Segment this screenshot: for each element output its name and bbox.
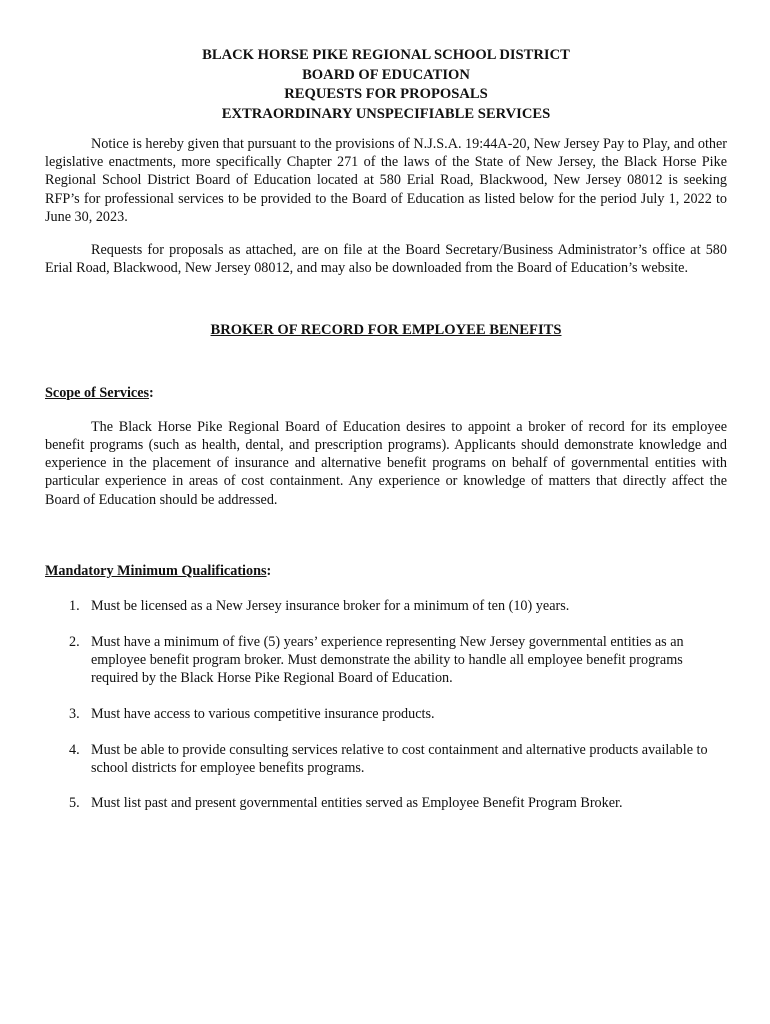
header-board-name: BOARD OF EDUCATION bbox=[302, 66, 470, 83]
list-item bbox=[45, 705, 727, 723]
qualifications-heading-text: Mandatory Minimum Qualifications bbox=[45, 562, 267, 579]
list-item-text: Must be licensed as a New Jersey insurance broker for a minimum of ten (10) years. bbox=[91, 598, 570, 615]
header-services-title: EXTRAORDINARY UNSPECIFIABLE SERVICES bbox=[221, 105, 551, 122]
list-item-number: 1. bbox=[69, 598, 80, 615]
list-item-number: 5. bbox=[69, 795, 80, 812]
notice-paragraph: Notice is hereby given that pursuant to the provisions of N.J.S.A. 19:44A-20, New Jersey Pay to Play, and other legislative enactments, more specifically Chapter 271 of the laws of the State of New Jersey, the Black Horse Pike Regional School District Board of Education located at 580 Erial Road, Blackwood, New Jersey 08012 is seeking RFP’s for professional services to be provided to the Board of Education as listed below for the period July 1, 2022 to June 30, 2023. bbox=[45, 136, 727, 225]
qualifications-heading-colon: : bbox=[266, 562, 272, 579]
header-district-name: BLACK HORSE PIKE REGIONAL SCHOOL DISTRICT bbox=[202, 47, 570, 63]
list-item bbox=[45, 741, 727, 777]
qualifications-heading bbox=[45, 562, 727, 580]
list-item-text: Must have access to various competitive insurance products. bbox=[91, 705, 435, 722]
list-item bbox=[45, 633, 727, 688]
document-page bbox=[45, 46, 727, 830]
scope-heading-colon: : bbox=[149, 384, 154, 401]
list-item-number: 2. bbox=[69, 633, 80, 650]
section-title: BROKER OF RECORD FOR EMPLOYEE BENEFITS bbox=[210, 322, 562, 339]
list-item-text: Must have a minimum of five (5) years’ experience representing New Jersey governmental entities as an employee benefit program broker. Must demonstrate the ability to handle all employee benefit programs required by the Black Horse Pike Regional Board of Education. bbox=[91, 633, 684, 687]
list-item-number: 3. bbox=[69, 705, 80, 722]
list-item-text: Must be able to provide consulting services relative to cost containment and alternative products available to school districts for employee benefits programs. bbox=[91, 741, 708, 776]
qualifications-list bbox=[45, 597, 727, 813]
document-header bbox=[45, 46, 727, 124]
scope-paragraph: The Black Horse Pike Regional Board of Education desires to appoint a broker of record for its employee benefit programs (such as health, dental, and prescription programs). Applicants should demonstrate knowledge and experience in the placement of insurance and alternative benefit programs on behalf of governmental entities with particular experience in areas of cost containment. Any experience or knowledge of matters that directly affect the Board of Education should be addressed. bbox=[45, 418, 727, 508]
scope-heading-text: Scope of Services bbox=[45, 384, 150, 401]
list-item bbox=[45, 794, 727, 812]
requests-paragraph: Requests for proposals as attached, are on file at the Board Secretary/Business Administrator’s office at 580 Erial Road, Blackwood, New Jersey 08012, and may also be downloaded from the Board of Education’s website. bbox=[45, 242, 727, 277]
list-item bbox=[45, 597, 727, 615]
list-item-text: Must list past and present governmental entities served as Employee Benefit Program Broker. bbox=[91, 795, 623, 812]
header-rfp-title: REQUESTS FOR PROPOSALS bbox=[284, 86, 488, 102]
list-item-number: 4. bbox=[69, 741, 80, 758]
scope-heading bbox=[45, 384, 727, 402]
